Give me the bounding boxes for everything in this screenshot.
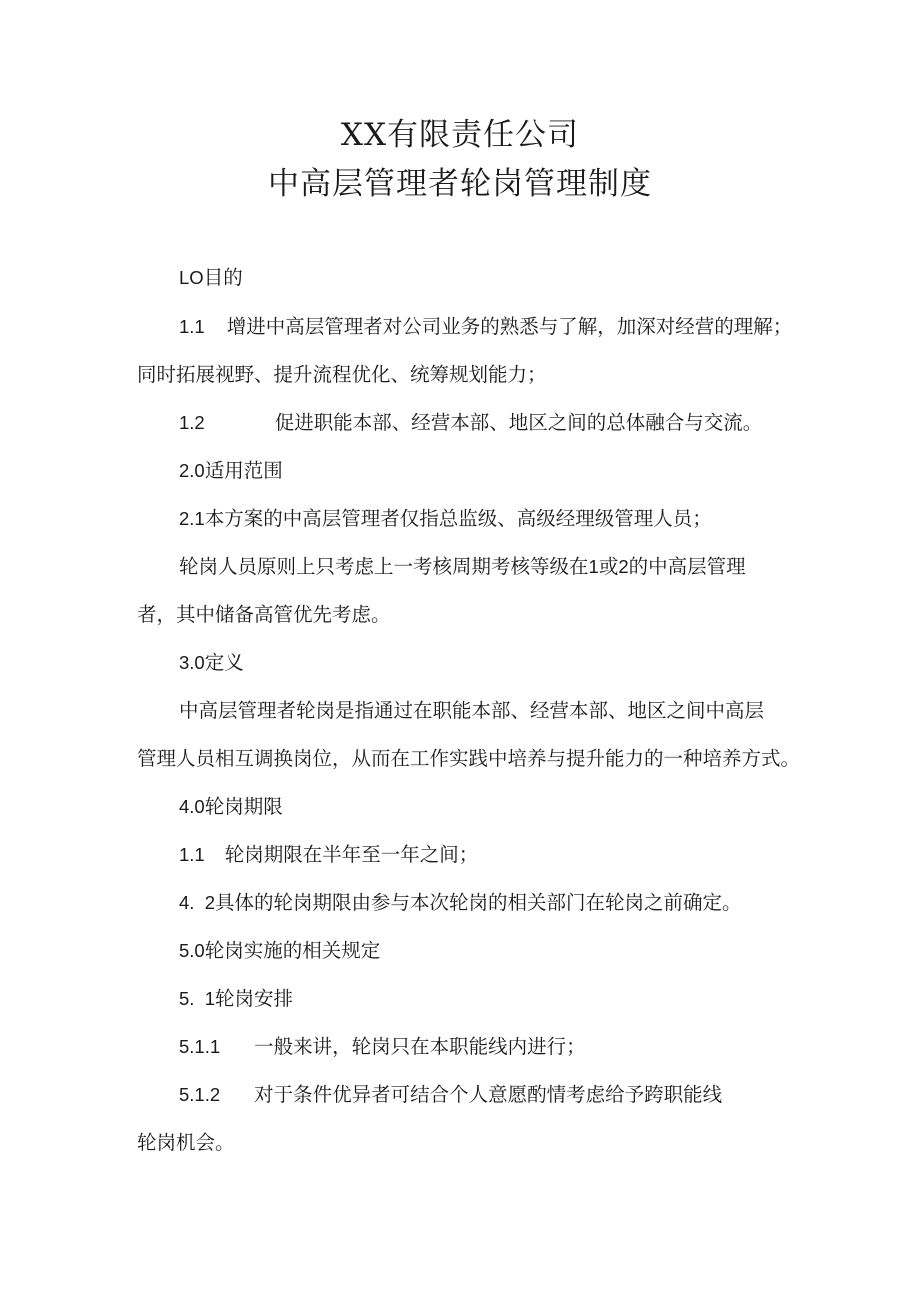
grade-number: 2: [618, 556, 629, 577]
clause-text: 轮岗人员原则上只考虑上一考核周期考核等级在: [179, 555, 589, 578]
section-number: 4.0: [179, 796, 205, 817]
section-number: LO: [179, 267, 204, 288]
paragraph-1-2: [179, 409, 762, 437]
section-number: 2.0: [179, 460, 205, 481]
section-title: 轮岗期限: [204, 795, 283, 818]
clause-number: 2.1: [179, 508, 205, 529]
clause-number: 4. 2: [179, 892, 215, 913]
paragraph-4-2: [179, 889, 742, 917]
paragraph-5-1-2-continued: 轮岗机会。: [137, 1131, 235, 1154]
section-number: 5. 1: [179, 988, 215, 1009]
document-title-company: XX有限责任公司: [340, 117, 580, 153]
paragraph-3-line1: 中高层管理者轮岗是指通过在职能本部、经营本部、地区之间中高层: [179, 699, 765, 722]
section-title: 适用范围: [204, 459, 283, 482]
clause-text: 轮岗期限在半年至一年之间；: [224, 843, 479, 866]
clause-text: 本方案的中高层管理者仅指总监级、高级经理级管理人员；: [204, 507, 712, 530]
paragraph-1-1-continued: 同时拓展视野、提升流程优化、统筹规划能力；: [137, 363, 547, 386]
paragraph-4-1: [179, 841, 478, 869]
section-heading-definition: [179, 649, 244, 677]
section-heading-purpose: [179, 264, 243, 292]
grade-number: 1: [588, 556, 599, 577]
clause-number: 1.1: [179, 316, 205, 337]
clause-number: 5.1.1: [179, 1036, 221, 1057]
document-title-policy: 中高层管理者轮岗管理制度: [268, 166, 652, 202]
section-number: 5.0: [179, 940, 205, 961]
paragraph-2-2-continued: 者，其中储备高管优先考虑。: [137, 603, 391, 626]
paragraph-2-1: [179, 505, 712, 533]
subsection-heading-arrangement: [179, 985, 293, 1013]
clause-text: 增进中高层管理者对公司业务的熟悉与了解，加深对经营的理解；: [226, 315, 793, 338]
clause-text: 具体的轮岗期限由参与本次轮岗的相关部门在轮岗之前确定。: [215, 891, 742, 914]
section-number: 3.0: [179, 652, 205, 673]
section-heading-rules: [179, 937, 380, 965]
section-title: 轮岗实施的相关规定: [204, 939, 381, 962]
section-heading-period: [179, 793, 283, 821]
paragraph-2-2: [179, 553, 746, 581]
clause-text: 促进职能本部、经营本部、地区之间的总体融合与交流。: [274, 411, 763, 434]
section-title: 轮岗安排: [215, 987, 294, 1010]
paragraph-3-line2: 管理人员相互调换岗位，从而在工作实践中培养与提升能力的一种培养方式。: [137, 747, 801, 770]
section-title: 目的: [203, 266, 243, 289]
clause-text: 或: [598, 555, 619, 578]
clause-text: 的中高层管理: [628, 555, 746, 578]
paragraph-5-1-1: [179, 1033, 586, 1061]
clause-number: 5.1.2: [179, 1084, 221, 1105]
section-title: 定义: [204, 651, 244, 674]
paragraph-5-1-2: [179, 1081, 722, 1109]
clause-number: 1.2: [179, 412, 205, 433]
clause-text: 一般来讲，轮岗只在本职能线内进行；: [254, 1035, 586, 1058]
paragraph-1-1: [179, 313, 792, 341]
clause-text: 对于条件优异者可结合个人意愿酌情考虑给予跨职能线: [254, 1083, 723, 1106]
clause-number: 1.1: [179, 844, 205, 865]
section-heading-scope: [179, 457, 283, 485]
